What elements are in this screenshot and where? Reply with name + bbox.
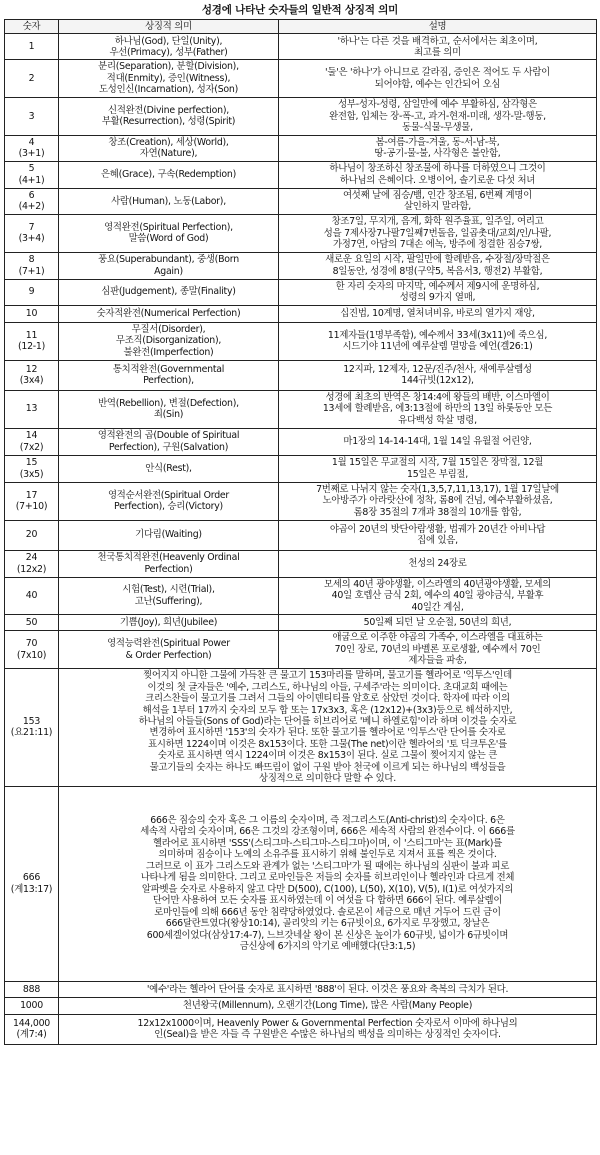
description-cell (279, 390, 597, 428)
meaning-cell-line: & Order Perfection) (125, 649, 212, 661)
number-cell-line: (7+10) (15, 501, 48, 513)
description-cell-line: 8일동안, 성경에 8명(구약5, 복음서3, 행전2) 부활함, (332, 265, 543, 277)
description-cell-line: 롬8장 35절의 7개과 38절의 10개를 합함, (353, 506, 522, 518)
meaning-cell-line: Perfection), 구원(Salvation) (108, 441, 229, 453)
number-cell-line: 24 (25, 552, 38, 564)
meaning-cell-line: 적대(Enmity), 증인(Witness), (106, 72, 231, 84)
meaning-cell-line: 말씀(Word of God) (128, 233, 209, 245)
description-cell-line: 집에 있음, (417, 535, 458, 547)
wide-description-cell-line: 천년왕국(Millennum), 오랜기간(Long Time), 많은 사람(Many People) (182, 1000, 473, 1012)
meaning-cell-line: 심판(Judgement), 종말(Finality) (101, 286, 236, 298)
number-cell (5, 161, 59, 188)
table-row (5, 997, 597, 1014)
meaning-cell (59, 631, 279, 669)
wide-description-cell (59, 981, 597, 997)
wide-description-cell (59, 1014, 597, 1044)
table-row (5, 981, 597, 997)
long-description-cell-line: 하나님의 아들들(Sons of God)라는 단어를 히브리어로 '베니 하엘로힘'이라 하며 이것을 숫자로 (138, 715, 517, 727)
number-cell-line: (계13:17) (10, 883, 53, 895)
number-cell-line: (7+1) (18, 265, 45, 277)
number-cell-line: (3+1) (18, 148, 45, 160)
number-cell-line: 10 (25, 307, 38, 319)
number-cell-line: 13 (25, 403, 38, 415)
meaning-cell (59, 135, 279, 161)
table-row (5, 322, 597, 360)
description-cell (279, 631, 597, 669)
number-cell (5, 135, 59, 161)
header-row (5, 20, 597, 34)
description-cell-line: 가정7연, 아담의 7대손 에녹, 방주에 정결한 짐승7쌍, (332, 238, 543, 250)
meaning-cell (59, 390, 279, 428)
header-number: 숫자 (5, 20, 59, 34)
wide-description-cell (59, 997, 597, 1014)
description-cell-line: 40일 호렙산 금식 2회, 예수의 40일 광야금식, 부활후 (331, 590, 544, 602)
description-cell-line: 하나님이 창조하신 창조물에 하나를 더하였으니 그것이 (329, 163, 546, 175)
number-cell-line: 70 (25, 638, 38, 650)
number-cell (5, 615, 59, 631)
meaning-cell (59, 161, 279, 188)
meaning-cell-line: 안식(Rest), (145, 462, 192, 474)
number-cell-line: (4+1) (18, 174, 45, 186)
meaning-cell (59, 360, 279, 390)
meaning-cell-line: 우선(Primacy), 성부(Father) (109, 46, 228, 58)
description-cell-line: 유다백성 학살 명령, (398, 414, 477, 426)
description-cell-line: 1월 15일은 무교절의 시작, 7월 15일은 장막절, 12월 (331, 457, 544, 469)
description-cell-line: 노아방주가 아라랏산에 정착, 롬8에 건넘, 예수부활하셨음, (322, 495, 553, 507)
description-cell (279, 135, 597, 161)
wide-description-cell-line: '예수'라는 헬라어 단어를 숫자로 표시하면 '888'이 된다. 이것은 풍요와 축복의 극치가 된다. (146, 983, 509, 995)
meaning-cell-line: 사람(Human), 노동(Labor), (111, 195, 226, 207)
long-description-cell-line: 세속적 사람의 숫자이며, 66은 그것의 강조형이며, 666은 세속적 사람의 완전수이다. 이 666를 (140, 826, 515, 838)
description-cell-line: 여섯째 날에 짐승/뱀, 인간 창조됨, 6번째 계명이 (343, 189, 532, 201)
meaning-cell-line: 신적완전(Divine perfection), (108, 104, 229, 116)
meaning-cell-line: 무질서(Disorder), (131, 323, 206, 335)
number-cell (5, 305, 59, 322)
meaning-cell-line: 영적완전(Spiritual Perfection), (104, 221, 233, 233)
meaning-cell (59, 34, 279, 60)
meaning-cell (59, 550, 279, 577)
number-cell (5, 97, 59, 135)
table-row (5, 577, 597, 614)
description-cell (279, 455, 597, 482)
header-meaning: 상징적 의미 (59, 20, 279, 34)
wide-description-cell-line: 12x12x1000이며, Heavenly Power & Governmental Perfection 숫자로서 이마에 하나님의 (137, 1017, 518, 1029)
meaning-cell-line: 숫자적완전(Numerical Perfection) (96, 307, 241, 319)
description-cell-line: '하나'는 다른 것을 배격하고, 순서에서는 최초이며, (337, 35, 538, 47)
meaning-cell (59, 279, 279, 305)
number-cell-line: 4 (28, 136, 35, 148)
table-row (5, 455, 597, 482)
number-cell (5, 252, 59, 279)
description-cell-line: 40일간 계심, (411, 601, 464, 613)
number-cell-line: 1000 (20, 1000, 43, 1012)
description-cell-line: 7번째로 나뉘지 않는 숫자(1,3,5,7,11,13,17), 1월 17일날에 (316, 483, 559, 495)
meaning-cell (59, 305, 279, 322)
table-row (5, 550, 597, 577)
description-cell (279, 188, 597, 214)
meaning-cell (59, 520, 279, 550)
number-cell (5, 520, 59, 550)
long-description-cell-line: 로마인들에 의해 666년 동안 침략당하였었다. 솔로몬이 세금으로 매년 거두어 드린 금이 (154, 906, 501, 918)
table-row (5, 482, 597, 520)
description-cell-line: 성령의 9가지 열매, (399, 292, 476, 304)
table-body (5, 34, 597, 1044)
description-cell-line: 모세의 40년 광야생활, 이스라엘의 40년광야생활, 모세의 (324, 578, 551, 590)
meaning-cell-line: 무조직(Disorganization), (115, 335, 222, 347)
number-cell-line: (4+2) (18, 201, 45, 213)
number-cell (5, 631, 59, 669)
number-cell-line: (7x10) (16, 649, 47, 661)
long-description-cell-line: 숫자로 표시하면 역시 1224이며 이것은 8x153이 된다. 실로 그물이 찢어지지 않는 큰 (157, 750, 498, 762)
number-cell-line: 50 (25, 616, 38, 628)
number-cell-line: 5 (28, 163, 35, 175)
table-row (5, 669, 597, 787)
number-cell (5, 981, 59, 997)
number-cell-line: 11 (25, 329, 38, 341)
number-cell-line: (계7:4) (16, 1029, 47, 1041)
long-description-cell-line: 크리스찬들이 물고기를 그려서 그들의 아이덴티티를 암호로 삼았던 것이다. 학자에 따라 이의 (145, 693, 510, 705)
numbers-table (4, 19, 597, 1045)
meaning-cell-line: 도성인신(Incarnation), 성자(Son) (99, 84, 238, 96)
meaning-cell (59, 428, 279, 455)
meaning-cell-line: 시험(Test), 시련(Trial), (122, 584, 215, 596)
description-cell-line: 야곱이 20년의 밧단아람생활, 법궤가 20년간 아비나답 (329, 523, 546, 535)
description-cell-line: 동물-식물-무생물, (402, 122, 473, 134)
number-cell-line: 144,000 (12, 1017, 51, 1029)
meaning-cell-line: 고난(Suffering), (134, 595, 203, 607)
table-row (5, 97, 597, 135)
description-cell-line: 살인하지 말라함, (403, 201, 472, 213)
description-cell-line: 땅-공기-물-불, 사각형은 불안함, (374, 148, 501, 160)
number-cell-line: 15 (25, 457, 38, 469)
number-cell-line: (12x2) (16, 563, 47, 575)
description-cell-line: 창조7일, 무지개, 음계, 화학 원주율표, 일주일, 여리고 (331, 216, 544, 228)
number-cell-line: (요21:11) (10, 727, 53, 739)
meaning-cell-line: 부활(Resurrection), 성령(Spirit) (101, 116, 236, 128)
meaning-cell-line: 죄(Sin) (153, 409, 184, 421)
description-cell-line: 15일은 부림절, (407, 468, 468, 480)
long-description-cell-line: 알파벳을 숫자로 사용하지 않고 다만 D(500), C(100), L(50), X(10), V(5), I(1)로 여섯가지의 (141, 883, 514, 895)
number-cell-line: 666 (22, 872, 41, 884)
number-cell (5, 279, 59, 305)
long-description-cell-line: 666달란트였다(왕상10:14), 골리앗의 키는 6규빗이요, 6가지로 무장했고, 창날은 (165, 918, 490, 930)
description-cell-line: 하나님의 은혜이다. 오병이어, 솔기로운 다섯 처녀 (339, 174, 536, 186)
description-cell-line: 성부-성자-성령, 삼일만에 예수 부활하심, 삼각형은 (338, 99, 537, 111)
meaning-cell-line: 통치적완전(Governmental (112, 363, 225, 375)
table-row (5, 615, 597, 631)
number-cell (5, 188, 59, 214)
long-description-cell-line: 나타나게 됨을 의미한다. 그리고 로마인들은 저들의 숫자를 히브리인이나 헬라인과 다르게 전체 (140, 872, 515, 884)
number-cell-line: 2 (28, 72, 35, 84)
number-cell (5, 360, 59, 390)
number-cell-line: 14 (25, 430, 38, 442)
table-row (5, 252, 597, 279)
table-row (5, 1014, 597, 1044)
number-cell-line: 7 (28, 221, 35, 233)
meaning-cell (59, 252, 279, 279)
description-cell-line: 성경에 최초의 반역은 창14:4에 왕들의 배반, 이스마엘이 (325, 391, 550, 403)
description-cell-line: 50일째 되던 날 오순절, 50년의 희년, (363, 616, 512, 628)
meaning-cell-line: 창조(Creation), 세상(World), (108, 136, 229, 148)
number-cell-line: 17 (25, 489, 38, 501)
number-cell (5, 1014, 59, 1044)
description-cell-line: 70인 장로, 70년의 바벨론 포로생활, 예수께서 70인 (334, 643, 541, 655)
table-row (5, 34, 597, 60)
description-cell-line: 봄-여름-가을-겨울, 동-서-남-북, (375, 136, 500, 148)
number-cell (5, 786, 59, 981)
number-cell (5, 214, 59, 252)
description-cell-line: 12지파, 12제자, 12문/진주/천사, 새예루살렘성 (343, 363, 532, 375)
number-cell-line: (7x2) (19, 441, 44, 453)
long-description-cell-line: 물고기들의 숫자는 하나도 빠뜨림이 없이 구원 받아 천국에 이르게 되는 하나님의 백성들을 (149, 761, 506, 773)
document-title: 성경에 나타난 숫자들의 일반적 상징적 의미 (201, 4, 399, 16)
long-description-cell-line: 단어만 사용하여 모든 숫자를 표시하였는데 이 여섯을 다 합하면 666이 된다. 예루살렘이 (152, 895, 503, 907)
number-cell-line: 8 (28, 254, 35, 266)
description-cell (279, 322, 597, 360)
number-cell (5, 428, 59, 455)
description-cell (279, 214, 597, 252)
long-description-cell-line: 헬라어로 표시하면 'SSS'(스티그마-스티그마-스티그마)이며, 이 '스티그마'는 표(Mark)를 (153, 837, 502, 849)
description-cell-line: 되어야함, 예수는 인간되어 오심 (374, 78, 501, 90)
description-cell (279, 428, 597, 455)
number-cell (5, 322, 59, 360)
meaning-cell-line: 은혜(Grace), 구속(Redemption) (101, 169, 236, 181)
long-description-cell-line: 의미하며 짐승이나 노예의 소유주를 표시하기 위해 불인두로 지져서 표를 찍은 것이다. (158, 849, 497, 861)
number-cell (5, 550, 59, 577)
meaning-cell (59, 577, 279, 614)
number-cell (5, 997, 59, 1014)
description-cell-line: 새로운 요일의 시작, 팔일만에 할례받음, 수장절/장막절은 (325, 254, 550, 266)
meaning-cell-line: 반역(Rebellion), 변절(Defection), (98, 397, 239, 409)
meaning-cell-line: 영적완전의 곱(Double of Spiritual (97, 430, 240, 442)
table-row (5, 60, 597, 97)
meaning-cell-line: Perfection), 승리(Victory) (114, 501, 223, 513)
long-description-cell-line: 금신상에 6가지의 악기로 예배했다(단3:1,5) (239, 941, 416, 953)
meaning-cell (59, 615, 279, 631)
long-description-cell-line: 그러므로 이 표가 그리스도와 관계가 없는 '스티그마'가 될 때에는 하나님의 심판이 불과 피로 (145, 860, 510, 872)
description-cell-line: 144규빗(12x12), (401, 375, 474, 387)
number-cell-line: 153 (22, 715, 41, 727)
number-cell-line: 9 (28, 286, 35, 298)
meaning-cell (59, 455, 279, 482)
long-description-cell-line: 666은 짐승의 숫자 혹은 그 이름의 숫자이며, 즉 적그리스도(Anti-christ)의 숫자이다. 6은 (150, 814, 505, 826)
long-description-cell-line: 해석을 1부터 17까지 숫자의 모두 합 또는 17x3x3, 혹은 (12x12)+(3x3)등으로 해석하지만, (142, 704, 513, 716)
table-row (5, 360, 597, 390)
long-description-cell-line: 변경하여 표시하면 '153'의 숫자가 된다. 또한 물고기를 헬라어로 '익투스'란 단어를 숫자로 (149, 727, 506, 739)
description-cell-line: 완전함, 입체는 장-폭-고, 과거-현재-미래, 생각-말-행동, (329, 110, 546, 122)
description-cell (279, 577, 597, 614)
description-cell (279, 34, 597, 60)
description-cell (279, 520, 597, 550)
meaning-cell-line: 영적순서완전(Spiritual Order (107, 489, 230, 501)
description-cell (279, 550, 597, 577)
description-cell-line: 11제자들(1명부족함), 예수께서 33세(3x11)에 죽으심, (327, 329, 548, 341)
meaning-cell-line: 풍요(Superabundant), 중생(Born (98, 254, 239, 266)
meaning-cell-line: Again) (154, 265, 183, 277)
number-cell (5, 455, 59, 482)
description-cell (279, 615, 597, 631)
description-cell-line: 시드기야 11년에 예루살렘 멸망을 예언(겔26:1) (342, 341, 533, 353)
table-row (5, 786, 597, 981)
meaning-cell (59, 214, 279, 252)
meaning-cell (59, 60, 279, 97)
number-cell (5, 482, 59, 520)
number-cell (5, 669, 59, 787)
description-cell (279, 305, 597, 322)
long-description-cell-line: 표시하면 1224이며 이것은 8x153이다. 또한 그물(The net)이란 헬라어의 '토 딕크투온'를 (148, 738, 507, 750)
number-cell-line: (3x5) (19, 468, 44, 480)
meaning-cell (59, 322, 279, 360)
number-cell-line: 3 (28, 110, 35, 122)
long-description-cell-line: 이것의 첫 글자들은 '예수, 그리스도, 하나님의 아들, 구세주'라는 의미이다. 초대교회 때에는 (147, 681, 508, 693)
description-cell-line: 천성의 24장로 (408, 557, 467, 569)
number-cell-line: 40 (25, 590, 38, 602)
number-cell-line: 888 (22, 983, 41, 995)
table-row (5, 390, 597, 428)
description-cell-line: 제자들을 파송, (408, 655, 467, 667)
table-row (5, 214, 597, 252)
long-description-cell-line: 찢어지지 아니한 그물에 가득찬 큰 물고기 153마리를 말하며, 물고기를 헬라어로 '익투스'인데 (143, 670, 512, 682)
meaning-cell-line: Perfection) (144, 563, 193, 575)
number-cell-line: (3+4) (18, 233, 45, 245)
number-cell (5, 390, 59, 428)
meaning-cell-line: 영적능력완전(Spiritual Power (107, 638, 230, 650)
number-cell (5, 60, 59, 97)
number-cell-line: 6 (28, 189, 35, 201)
description-cell (279, 60, 597, 97)
table-row (5, 631, 597, 669)
number-cell-line: (12-1) (17, 341, 46, 353)
number-cell-line: 12 (25, 363, 38, 375)
number-cell-line: (3x4) (19, 375, 44, 387)
meaning-cell-line: 하나님(God), 단일(Unity), (114, 35, 223, 47)
description-cell (279, 252, 597, 279)
description-cell (279, 482, 597, 520)
description-cell-line: 한 자리 숫자의 마지막, 예수께서 제9시에 운명하심, (335, 280, 540, 292)
description-cell-line: 13세에 할례받음, 에3:13절에 하만의 13일 하롯동안 모든 (322, 403, 553, 415)
long-description-cell-line: 600세겔이었다(삼상17:4-7), 느브갓네살 왕이 본 신상은 높이가 60규빗, 넓이가 6규빗이며 (146, 929, 509, 941)
table-row (5, 305, 597, 322)
number-cell-line: 1 (28, 41, 35, 53)
long-description-cell (59, 786, 597, 981)
description-cell-line: '둘'은 '하나'가 아니므로 갈라짐, 증인은 적어도 두 사람이 (325, 67, 550, 79)
description-cell (279, 161, 597, 188)
table-row (5, 135, 597, 161)
long-description-cell-line: 상징적으로 의미한다 말할 수 있다. (259, 773, 396, 785)
meaning-cell-line: 불완전(Imperfection) (123, 346, 214, 358)
meaning-cell-line: 자연(Nature), (139, 148, 198, 160)
description-cell (279, 97, 597, 135)
meaning-cell (59, 188, 279, 214)
number-cell (5, 34, 59, 60)
description-cell-line: 애굽으로 이주한 야곱의 가족수, 이스라엘을 대표하는 (332, 632, 543, 644)
description-cell-line: 십진법, 10계명, 열처녀비유, 바로의 열가지 재앙, (340, 307, 535, 319)
table-row (5, 279, 597, 305)
meaning-cell-line: 기쁨(Joy), 희년(Jubilee) (119, 616, 218, 628)
description-cell-line: 최고를 의미 (414, 46, 461, 58)
description-cell (279, 279, 597, 305)
meaning-cell (59, 97, 279, 135)
meaning-cell-line: Perfection), (143, 375, 194, 387)
meaning-cell-line: 기다림(Waiting) (135, 529, 202, 541)
meaning-cell-line: 천국통치적완전(Heavenly Ordinal (97, 552, 240, 564)
header-description: 설명 (279, 20, 597, 34)
meaning-cell-line: 분리(Separation), 분할(Division), (98, 61, 239, 73)
document-page (4, 0, 596, 1045)
meaning-cell (59, 482, 279, 520)
long-description-cell (59, 669, 597, 787)
description-cell-line: 마1장의 14-14-14대, 1월 14일 유월절 어린양, (343, 435, 532, 447)
wide-description-cell-line: 인(Seal)을 받은 자들 즉 구원받은 수많은 하나님의 백성을 의미하는 상징적인 숫자이다. (154, 1029, 501, 1041)
table-row (5, 188, 597, 214)
table-row (5, 428, 597, 455)
table-row (5, 161, 597, 188)
description-cell (279, 360, 597, 390)
number-cell-line: 20 (25, 529, 38, 541)
number-cell (5, 577, 59, 614)
description-cell-line: 성을 7제사장7나팔7일째7번돌음, 일곱촛대/교회/인/나팔, (323, 227, 552, 239)
table-row (5, 520, 597, 550)
